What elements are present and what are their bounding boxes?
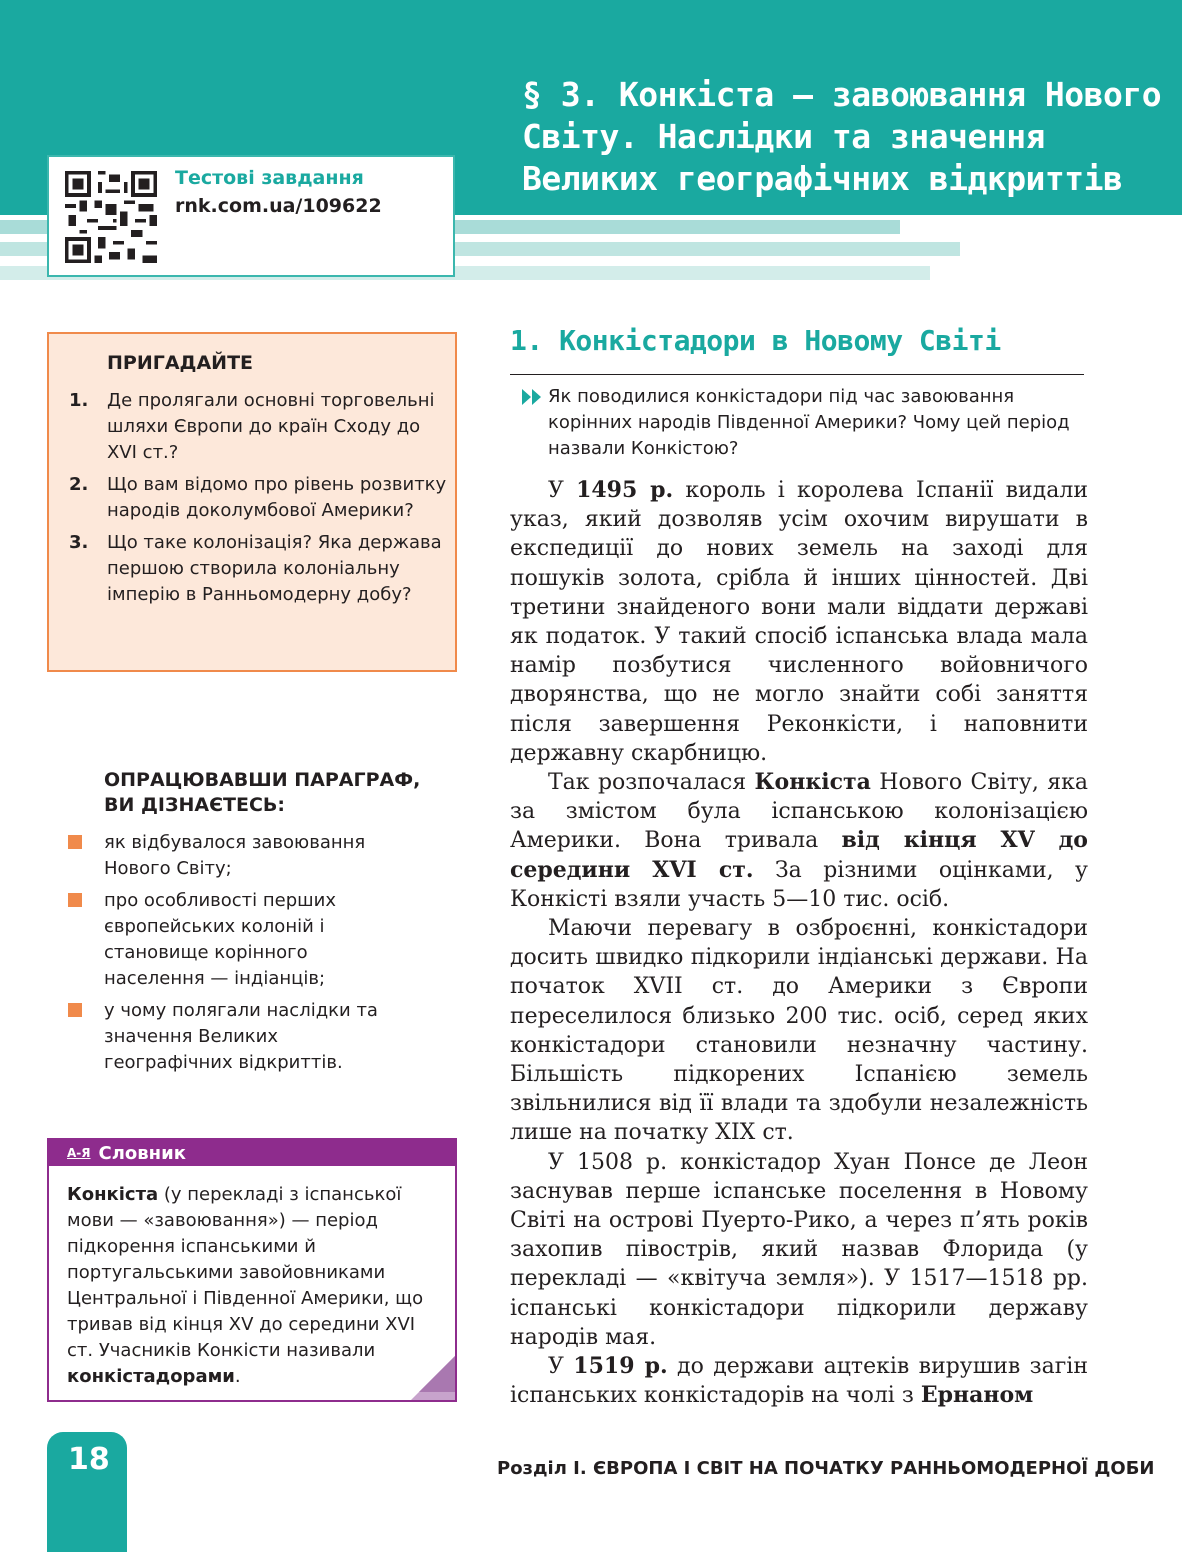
paragraph [510, 768, 1088, 914]
text-run: Так розпочалася [548, 770, 755, 796]
dictionary-definition [49, 1166, 455, 1390]
dictionary-icon: А-Я [67, 1146, 91, 1160]
section-divider [510, 374, 1084, 375]
test-tasks-label: Тестові завдання [175, 167, 364, 189]
text-run: до держави ацтеків вирушив загін іспанських конкістадорів на чолі з [510, 1354, 1088, 1409]
dictionary-title: Словник [98, 1142, 186, 1164]
page-number: 18 [68, 1442, 110, 1477]
section-intro-text: Як поводилися конкістадори під час завоювання корінних народів Південної Америки? Чому цей період назвали Конкістою? [548, 386, 1070, 459]
main-text [510, 476, 1088, 1411]
page-corner-icon [411, 1356, 455, 1400]
remember-box [47, 332, 457, 672]
question-text: Що таке колонізація? Яка держава першою створила колоніальну імперію в Ранньомодерну добу? [107, 532, 442, 605]
square-bullet-icon [68, 893, 82, 907]
bold-date: 1495 р. [576, 477, 674, 503]
dictionary-header [49, 1140, 455, 1166]
remember-heading: ПРИГАДАЙТЕ [107, 352, 254, 374]
chapter-title [522, 74, 1162, 200]
section-intro [520, 384, 1080, 462]
paragraph: У 1508 р. конкістадор Хуан Понсе де Леон заснував перше іспанське поселення в Новому Світі на острові Пуерто-Рико, а через п’ять років захопив півострів, який назвав Флорида (у перекладі — «квітуча земля»). У 1517—1518 рр. іспанські конкістадори підкорили державу народів мая. [510, 1149, 1088, 1350]
learn-heading-line: ОПРАЦЮВАВШИ ПАРАГРАФ, [104, 769, 421, 791]
question-list [69, 388, 449, 614]
double-arrow-icon [520, 388, 548, 406]
text-run: У [548, 1354, 574, 1380]
question-item [69, 472, 449, 524]
title-line: Великих географічних відкриттів [522, 159, 1123, 198]
text-run: король і королева Іспанії видали указ, який дозволяв усім охочим вирушати в експедиції до нових земель на заході для пошуків золота, срібла й інших цінностей. Дві третини знайденого вони мали віддати державі як податок. У такий спосіб іспанська влада мала намір позбутися численного войовничого дворянства, що не могло знайти собі заняття після завершення Реконкісти, і наповнити державну скарбницю. [510, 478, 1088, 766]
test-tasks-link[interactable]: rnk.com.ua/109622 [175, 195, 382, 217]
learn-item-text: як відбувалося завоювання Нового Світу; [104, 832, 366, 879]
running-footer: Розділ І. ЄВРОПА І СВІТ НА ПОЧАТКУ РАННЬОМОДЕРНОЇ ДОБИ [497, 1458, 1155, 1479]
paragraph [510, 476, 1088, 768]
text-run: Нового Світу, яка за змістом була іспанською колонізацією Америки. Вона тривала [510, 770, 1088, 854]
bold-date: 1519 р. [573, 1353, 668, 1380]
question-item [69, 388, 449, 466]
bold-term: Конкіста [754, 769, 871, 796]
question-number: 2. [69, 474, 89, 495]
learn-item [68, 888, 398, 992]
dictionary-term: Конкіста [67, 1184, 159, 1205]
question-text: Де пролягали основні торговельні шляхи Європи до країн Сходу до XVI ст.? [107, 390, 435, 463]
paragraph [510, 1352, 1088, 1410]
dictionary-box [47, 1138, 457, 1402]
question-item [69, 530, 449, 608]
qr-code-icon[interactable] [65, 171, 157, 263]
learn-item [68, 830, 398, 882]
learn-heading-block [104, 768, 434, 818]
bold-period: від кінця XV до середини XVI ст. [510, 827, 1088, 883]
learn-heading [104, 768, 434, 818]
question-text: Що вам відомо про рівень розвитку народів доколумбової Америки? [107, 474, 447, 521]
square-bullet-icon [68, 835, 82, 849]
section-heading: 1. Конкістадори в Новому Світі [510, 324, 1001, 357]
dictionary-term: конкістадорами [67, 1366, 235, 1387]
title-line: Світу. Наслідки та значення [522, 117, 1045, 156]
learn-heading-line: ВИ ДІЗНАЄТЕСЬ: [104, 794, 286, 816]
title-line: § 3. Конкіста — завоювання Нового [522, 75, 1162, 114]
text-run: У [548, 478, 577, 503]
dictionary-definition-text: (у перекладі з іспанської мови — «завоювання») — період підкорення іспанськими й португальськими завойовниками Центральної і Південної Америки, що тривав від кінця XV до середини XVI ст. Учасників Конкісти називали [67, 1184, 424, 1361]
learn-item [68, 998, 398, 1076]
square-bullet-icon [68, 1003, 82, 1017]
bold-name: Ернаном [920, 1382, 1034, 1409]
question-number: 1. [69, 390, 89, 411]
test-tasks-box [47, 155, 455, 277]
learn-list [68, 830, 398, 1082]
paragraph: Маючи перевагу в озброєнні, конкістадори досить швидко підкорили індіанські держави. На початок XVII ст. до Америки з Європи переселилося близько 200 тис. осіб, серед яких конкістадори становили незначну частину. Більшість підкорених Іспанією земель звільнилися від її влади та здобули незалежність лише на початку XIX ст. [510, 916, 1088, 1146]
learn-item-text: у чому полягали наслідки та значення Великих географічних відкриттів. [104, 1000, 378, 1073]
question-number: 3. [69, 532, 89, 553]
dictionary-end: . [234, 1366, 241, 1387]
learn-item-text: про особливості перших європейських колоній і становище корінного населення — індіанців; [104, 890, 336, 989]
text-run: За різними оцінками, у Конкісті взяли участь 5—10 тис. осіб. [510, 857, 1089, 912]
